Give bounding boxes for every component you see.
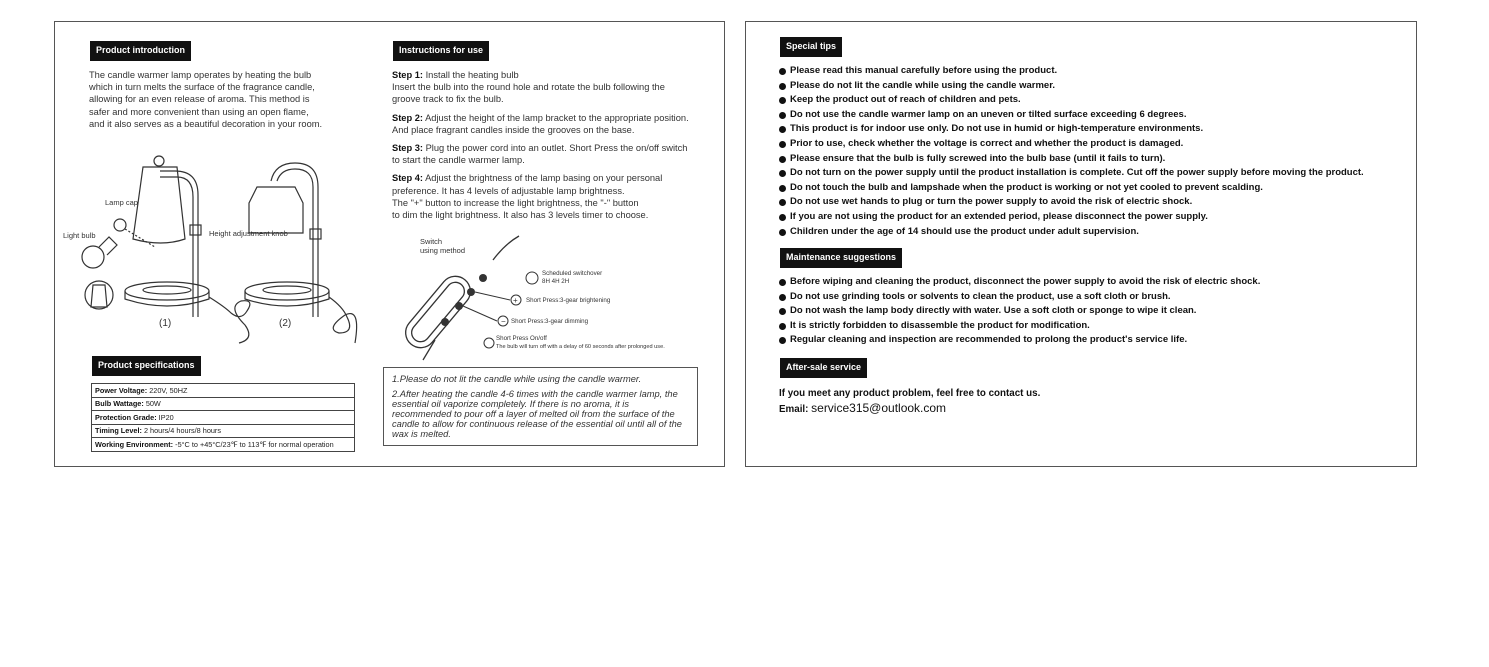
spec-cell: Bulb Wattage: 50W	[92, 397, 355, 411]
list-item: Do not use wet hands to plug or turn the power supply to avoid the risk of electric shock.	[779, 195, 1364, 210]
after-sale-heading: After-sale service	[780, 358, 867, 378]
product-intro-heading: Product introduction	[90, 41, 191, 61]
timer-button-icon	[479, 274, 487, 282]
list-item: This product is for indoor use only. Do not use in humid or high-temperature environments.	[779, 122, 1364, 137]
cord-bottom	[423, 340, 435, 360]
list-item: Before wiping and cleaning the product, disconnect the power supply to avoid the risk of electric shock.	[779, 275, 1260, 290]
table-row	[92, 438, 355, 452]
step-2: Step 2: Adjust the height of the lamp bracket to the appropriate position. And place fragrant candles inside the grooves on the base.	[392, 112, 689, 135]
lamp-2-base	[245, 282, 329, 300]
right-manual-panel	[745, 21, 1417, 467]
minus-label: Short Press:3-gear dimming	[511, 318, 589, 325]
usage-notes-box	[383, 367, 698, 446]
table-row	[92, 397, 355, 411]
product-intro-text	[89, 69, 379, 130]
intro-line: which in turn melts the surface of the fragrance candle,	[89, 82, 315, 93]
lamp-1-knob	[190, 225, 201, 235]
maintenance-list	[779, 275, 1260, 348]
lamp-1-pole	[160, 177, 193, 317]
instructions-steps	[392, 69, 722, 227]
left-manual-panel	[54, 21, 725, 467]
lamp-assembly-diagram	[55, 147, 375, 347]
lamp-1-base	[125, 282, 209, 300]
label-figure-2: (2)	[279, 318, 292, 329]
label-figure-1: (1)	[159, 318, 172, 329]
intro-line: and it also serves as a beautiful decoration in your room.	[89, 118, 323, 129]
plus-label: Short Press:3-gear brightening	[526, 297, 611, 304]
spec-cell: Timing Level: 2 hours/4 hours/8 hours	[92, 424, 355, 438]
list-item: Children under the age of 14 should use the product under adult supervision.	[779, 225, 1364, 240]
lamp-2-pole	[277, 169, 313, 317]
power-note: The bulb will turn off with a delay of 60 seconds after prolonged use.	[496, 344, 665, 350]
switch-diagram	[385, 232, 721, 362]
list-item: Please do not lit the candle while using the candle warmer.	[779, 79, 1364, 94]
maintenance-heading: Maintenance suggestions	[780, 248, 902, 268]
timer-callout-icon	[526, 272, 538, 284]
remote-body	[400, 270, 477, 354]
intro-line: allowing for an even release of aroma. This method is	[89, 94, 310, 105]
plus-button-icon	[467, 288, 475, 296]
email-label: Email:	[779, 404, 809, 415]
lamp-2-knob	[310, 229, 321, 239]
bulb-icon	[82, 246, 104, 268]
list-item: If you are not using the product for an extended period, please disconnect the power supply.	[779, 210, 1364, 225]
power-label: Short Press On/off	[496, 335, 547, 342]
label-lamp-cap: Lamp cap	[105, 198, 138, 207]
lamp-1-shade	[133, 167, 185, 243]
table-row	[92, 424, 355, 438]
timer-label: Scheduled switchover	[542, 270, 603, 277]
list-item: Please read this manual carefully before using the product.	[779, 64, 1364, 79]
note-1: 1.Please do not lit the candle while using the candle warmer.	[392, 374, 642, 384]
spec-cell: Working Environment: -5°C to +45°C/23℉ to 113℉ for normal operation	[92, 438, 355, 452]
intro-line: The candle warmer lamp operates by heating the bulb	[89, 70, 312, 80]
svg-text:+: +	[513, 296, 518, 305]
email-address: service315@outlook.com	[811, 401, 947, 415]
instructions-heading: Instructions for use	[393, 41, 489, 61]
power-callout-icon	[484, 338, 494, 348]
list-item: Prior to use, check whether the voltage is correct and whether the product is damaged.	[779, 137, 1364, 152]
list-item: Please ensure that the bulb is fully screwed into the bulb base (until it fails to turn).	[779, 152, 1364, 167]
contact-line: If you meet any product problem, feel free to contact us.	[779, 388, 1041, 399]
step-1: Step 1: Install the heating bulb Insert the bulb into the round hole and rotate the bulb following the groove track to fix the bulb.	[392, 70, 665, 105]
email-line	[779, 401, 1040, 417]
specs-heading: Product specifications	[92, 356, 201, 376]
lamp-2-shade	[249, 187, 303, 233]
list-item: Do not use the candle warmer lamp on an uneven or tilted surface exceeding 6 degrees.	[779, 108, 1364, 123]
contact-info	[779, 387, 1040, 417]
step-3: Step 3: Plug the power cord into an outlet. Short Press the on/off switch to start the candle warmer lamp.	[392, 143, 688, 166]
switch-title: Switch	[420, 237, 443, 246]
note-2: 2.After heating the candle 4-6 times with the candle warmer lamp, the essential oil vaporize completely. If there is no aroma, it is recommended to pour off a layer of melted oil from the surface of the candle to allow for continuous release of the essential oil until all of the wax is melted.	[392, 389, 682, 439]
timer-values: 8H 4H 2H	[542, 278, 570, 285]
label-height-knob: Height adjustment knob	[209, 229, 288, 238]
switch-subtitle: using method	[420, 246, 466, 255]
special-tips-heading: Special tips	[780, 37, 842, 57]
special-tips-list	[779, 64, 1364, 239]
spec-cell: Protection Grade: IP20	[92, 411, 355, 425]
list-item: It is strictly forbidden to disassemble the product for modification.	[779, 319, 1260, 334]
step-4: Step 4: Adjust the brightness of the lamp basing on your personal preference. It has 4 levels of adjustable lamp brightness. The "+" button to increase the light brightness, the "-" button to dim the light brightness. It also has 3 levels timer to choose.	[392, 173, 663, 221]
table-row	[92, 384, 355, 398]
list-item: Regular cleaning and inspection are recommended to prolong the product's service life.	[779, 333, 1260, 348]
list-item: Do not use grinding tools or solvents to clean the product, use a soft cloth or brush.	[779, 290, 1260, 305]
list-item: Keep the product out of reach of children and pets.	[779, 93, 1364, 108]
svg-text:−: −	[501, 317, 506, 326]
specs-table	[91, 383, 355, 452]
cord-top	[493, 236, 519, 260]
power-button-icon	[441, 318, 449, 326]
list-item: Do not wash the lamp body directly with water. Use a soft cloth or sponge to wipe it clean.	[779, 304, 1260, 319]
spec-cell: Power Voltage: 220V, 50HZ	[92, 384, 355, 398]
list-item: Do not turn on the power supply until the product installation is complete. Cut off the power supply before moving the product.	[779, 166, 1364, 181]
label-light-bulb: Light bulb	[63, 231, 96, 240]
table-row	[92, 411, 355, 425]
intro-line: safer and more convenient than using an open flame,	[89, 106, 309, 117]
list-item: Do not touch the bulb and lampshade when the product is working or not yet cooled to prevent scalding.	[779, 181, 1364, 196]
minus-button-icon	[455, 302, 463, 310]
